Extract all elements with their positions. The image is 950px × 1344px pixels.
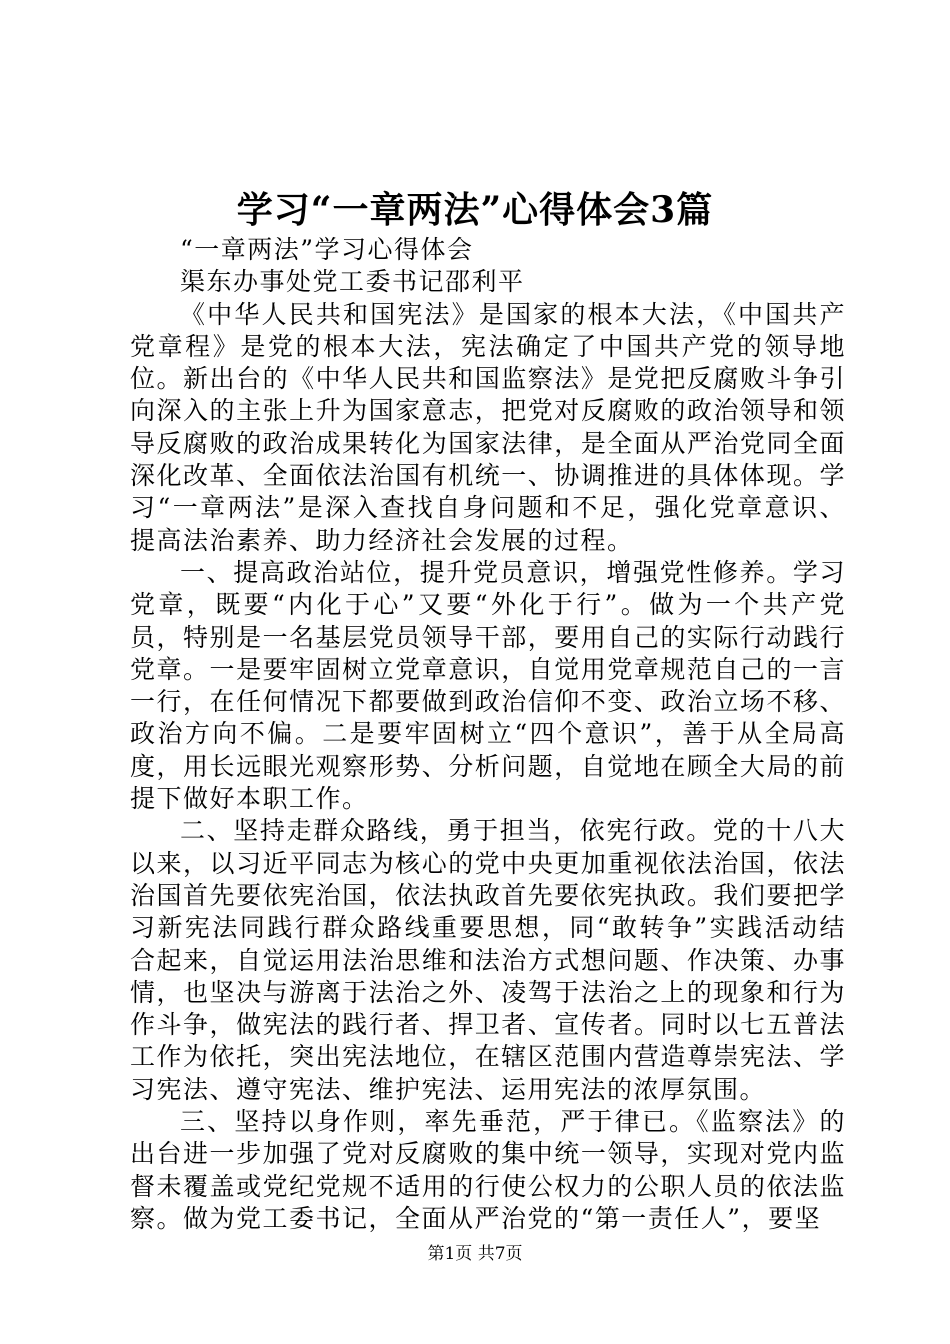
body-paragraph: 《中华人民共和国宪法》是国家的根本大法，《中国共产党章程》是党的根本大法，宪法确定了中国共产党的领导地位。新出台的《中华人民共和国监察法》是党把反腐败斗争引向深入的主张上升为国家意志，把党对反腐败的政治领导和领导反腐败的政治成果转化为国家法律，是全面从严治党同全面深化改革、全面依法治国有机统一、协调推进的具体体现。学习“一章两法”是深入查找自身问题和不足，强化党章意识、提高法治素养、助力经济社会发展的过程。: [130, 299, 846, 555]
page-number-footer: 第1页 共7页: [427, 1244, 523, 1264]
document-author: 渠东办事处党工委书记邵利平: [180, 267, 525, 297]
document-body: [130, 234, 846, 1235]
document-title: 学习“一章两法”心得体会3篇: [236, 189, 714, 231]
body-paragraph: 一、提高政治站位，提升党员意识，增强党性修养。学习党章，既要“内化于心”又要“外化于行”。做为一个共产党员，特别是一名基层党员领导干部，要用自己的实际行动践行党章。一是要牢固树立党章意识，自觉用党章规范自己的一言一行，在任何情况下都要做到政治信仰不变、政治立场不移、政治方向不偏。二是要牢固树立“四个意识”，善于从全局高度，用长远眼光观察形势、分析问题，自觉地在顾全大局的前提下做好本职工作。: [130, 557, 846, 814]
document-subtitle: “一章两法”学习心得体会: [180, 235, 474, 264]
body-paragraph: 三、坚持以身作则，率先垂范，严于律已。《监察法》的出台进一步加强了党对反腐败的集中统一领导，实现对党内监督未覆盖或党纪党规不适用的行使公权力的公职人员的依法监察。做为党工委书记，全面从严治党的“第一责任人”，要坚: [130, 1107, 846, 1233]
body-paragraph: 二、坚持走群众路线，勇于担当，依宪行政。党的十八大以来，以习近平同志为核心的党中央更加重视依法治国，依法治国首先要依宪治国，依法执政首先要依宪执政。我们要把学习新宪法同践行群众路线重要思想，同“敢转争”实践活动结合起来，自觉运用法治思维和法治方式想问题、作决策、办事情，也坚决与游离于法治之外、凌驾于法治之上的现象和行为作斗争，做宪法的践行者、捍卫者、宣传者。同时以七五普法工作为依托，突出宪法地位，在辖区范围内营造尊崇宪法、学习宪法、遵守宪法、维护宪法、运用宪法的浓厚氛围。: [130, 816, 846, 1104]
